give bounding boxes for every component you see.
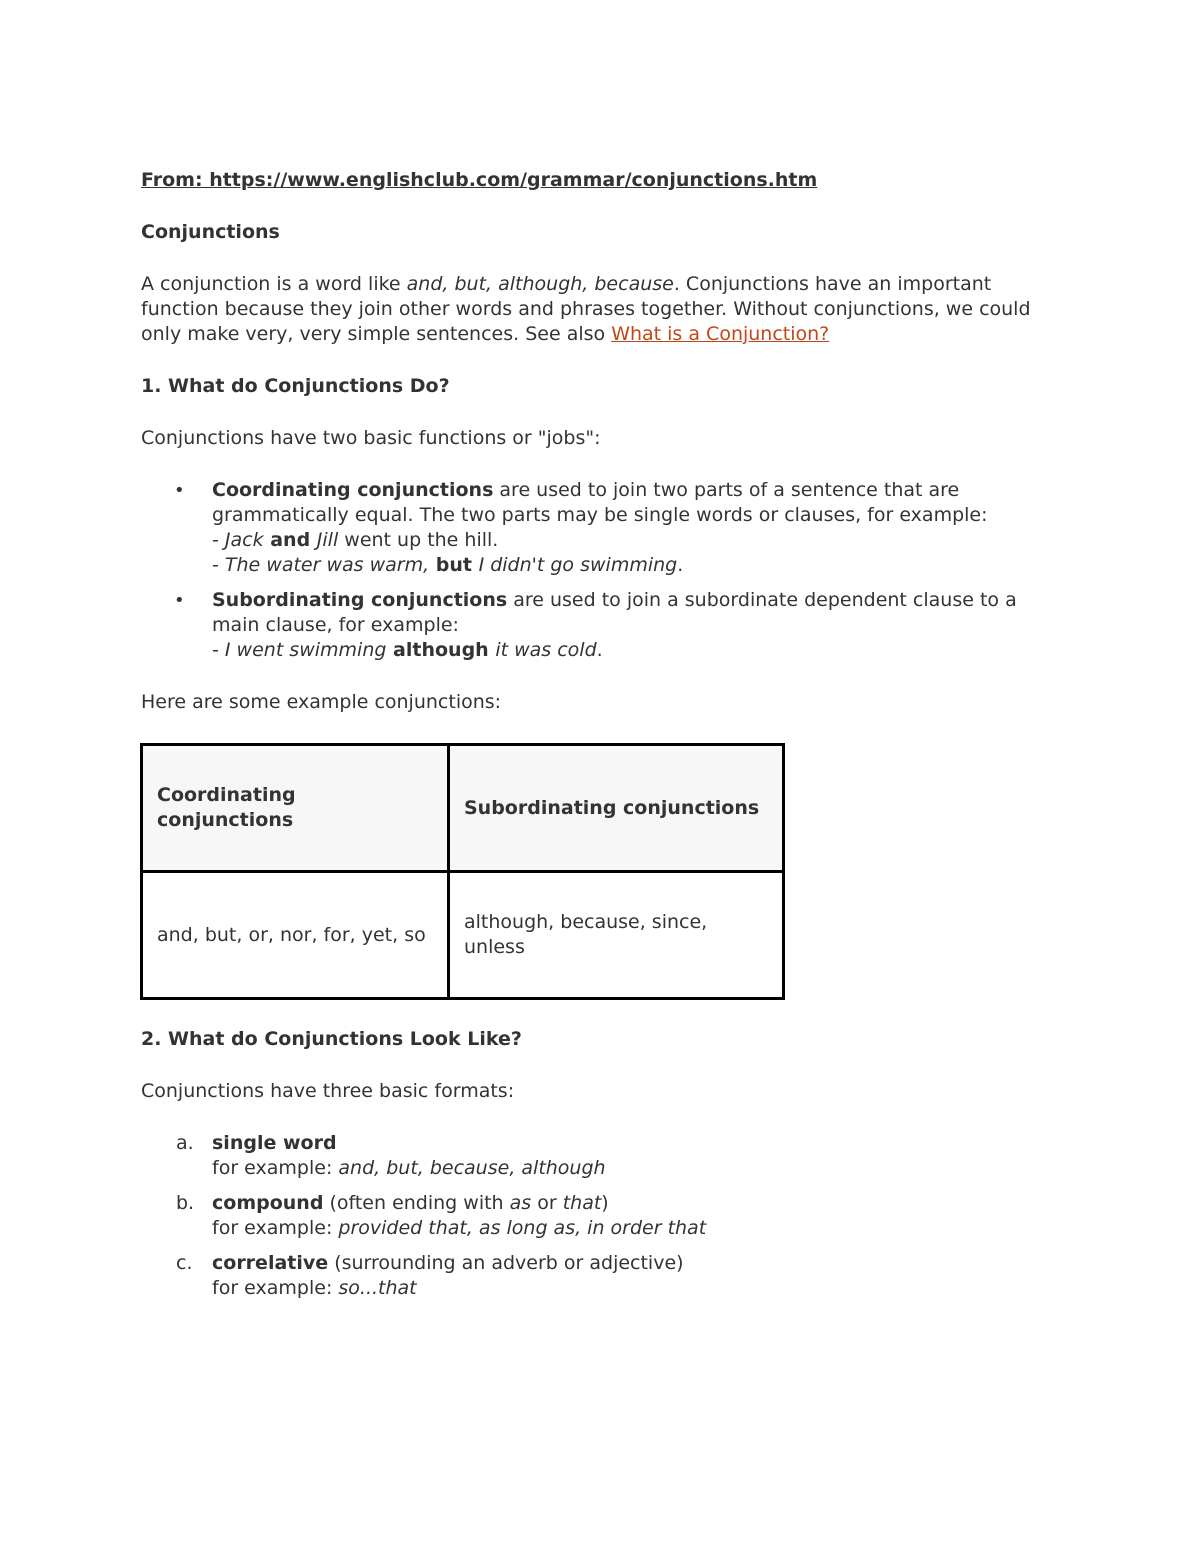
list-item: b. compound (often ending with as or that) for example: provided that, as long as, in order that: [176, 1192, 707, 1239]
list-item: • Subordinating conjunctions are used to join a subordinate dependent clause to a main clause, for example: - I went swimming although it was cold.: [174, 589, 1017, 661]
cell-subordinating: although, because, since, unless: [449, 872, 784, 999]
section-2-lead: Conjunctions have three basic formats:: [141, 1080, 515, 1102]
section-1-lead: Conjunctions have two basic functions or "jobs":: [141, 427, 601, 449]
document-page: [141, 168, 1041, 1301]
page-title: Conjunctions: [141, 221, 280, 243]
conjunctions-table: [140, 743, 785, 1000]
bullet-icon: •: [174, 480, 185, 501]
list-marker: a.: [176, 1132, 194, 1154]
header-subordinating: Subordinating conjunctions: [449, 745, 784, 872]
list-marker: c.: [176, 1252, 193, 1274]
header-coordinating: Coordinating conjunctions: [142, 745, 449, 872]
source-line: [141, 168, 1041, 193]
table-header-row: [142, 745, 784, 872]
source-link[interactable]: From: https://www.englishclub.com/grammar/conjunctions.htm: [141, 169, 818, 191]
cell-coordinating: and, but, or, nor, for, yet, so: [142, 872, 449, 999]
list-marker: b.: [176, 1192, 195, 1214]
intro-paragraph: A conjunction is a word like and, but, although, because. Conjunctions have an important function because they join other words and phrases together. Without conjunctions, we could only make very, very simple sentences. See also What is a Conjunction?: [141, 273, 1031, 345]
list-item: a. single word for example: and, but, because, although: [176, 1132, 606, 1179]
formats-list: [141, 1131, 1041, 1301]
table-row: [142, 872, 784, 999]
list-item: c. correlative (surrounding an adverb or adjective) for example: so...that: [176, 1252, 684, 1299]
section-2-heading: 2. What do Conjunctions Look Like?: [141, 1028, 522, 1050]
list-item: • Coordinating conjunctions are used to join two parts of a sentence that are grammatically equal. The two parts may be single words or clauses, for example: - Jack and Jill went up the hill. - The water was warm, but I didn't go swimming.: [174, 479, 988, 576]
table-lead: Here are some example conjunctions:: [141, 691, 502, 713]
functions-list: [141, 478, 1041, 663]
section-1-heading: 1. What do Conjunctions Do?: [141, 375, 450, 397]
bullet-icon: •: [174, 590, 185, 611]
what-is-conjunction-link[interactable]: What is a Conjunction?: [611, 323, 830, 345]
